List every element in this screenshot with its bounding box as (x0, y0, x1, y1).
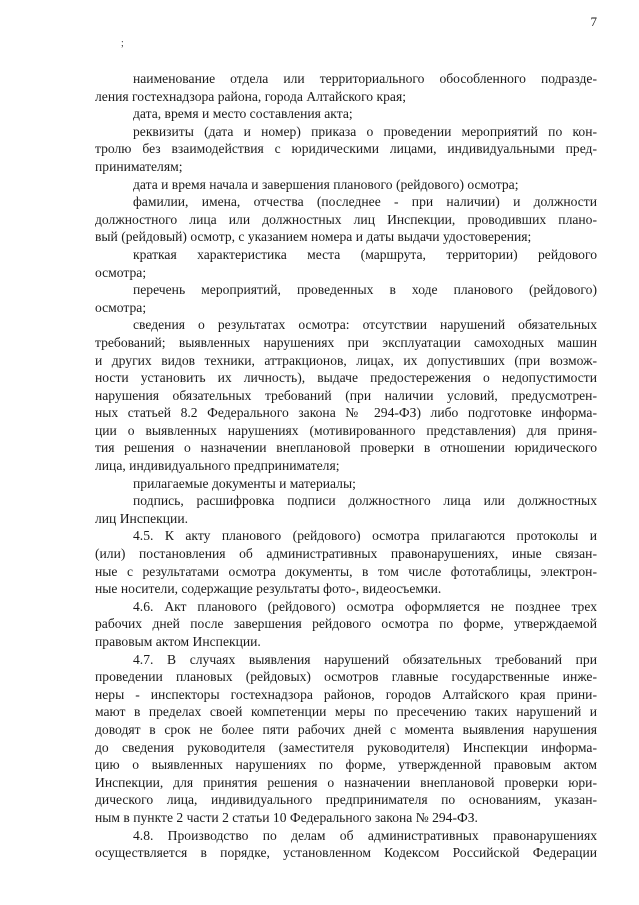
text-line: перечень мероприятий, проведенных в ходе планового (рейдового) (133, 282, 597, 298)
text-line: ные носители, содержащие результаты фото-, видеосъемки. (95, 581, 442, 597)
text-line: лица, индивидуального предпринимателя; (95, 458, 340, 474)
text-line: ции о выявленных нарушениях (мотивированного представления) для приня- (95, 422, 597, 438)
text-line: ных статьей 8.2 Федерального закона № 294-ФЗ) либо подготовке информа- (95, 405, 597, 421)
text-line: правовым актом Инспекции. (95, 634, 261, 649)
text-line: рабочих дней после завершения рейдового осмотра по форме, утверждаемой (95, 616, 597, 632)
text-line: осуществляется в порядке, установленном Кодексом Российской Федерации (95, 845, 597, 861)
text-line: должностного лица или должностных лиц Инспекции, проводивших плано- (95, 211, 597, 227)
text-line: мают в пределах своей компетенции меры по пресечению таких нарушений и (95, 704, 597, 720)
text-line: 4.6. Акт планового (рейдового) осмотра оформляется не позднее трех (133, 598, 597, 614)
text-line: прилагаемые документы и материалы; (133, 475, 356, 491)
text-line: вый (рейдовый) осмотр, с указанием номера и даты выдачи удостоверения; (95, 229, 532, 245)
text-line: краткая характеристика места (маршрута, территории) рейдового (133, 246, 597, 262)
text-line: осмотра; (95, 264, 147, 280)
text-line: и других видов техники, аттракционов, лицах, их допустивших (при возмож- (95, 352, 597, 368)
text-line: принимателям; (95, 158, 183, 174)
text-line: требований; выявленных нарушениях при эксплуатации самоходных машин (95, 334, 597, 350)
text-line: ности установить их личность), выдаче предостережения о недопустимости (95, 370, 597, 386)
text-line: осмотра; (95, 299, 147, 315)
margin-mark: ; (121, 38, 124, 49)
text-line: фамилии, имена, отчества (последнее - при наличии) и должности (133, 194, 597, 210)
text-line: 4.5. К акту планового (рейдового) осмотра прилагаются протоколы и (133, 528, 597, 544)
text-line: (или) постановления об административных правонарушениях, иные связан- (95, 546, 597, 562)
text-line: дического лица, индивидуального предпринимателя по основаниям, указан- (95, 792, 597, 808)
text-line: 4.7. В случаях выявления нарушений обязательных требований при (133, 651, 597, 667)
text-line: тия решения о назначении внеплановой проверки в отношении юридического (95, 440, 597, 456)
text-line: ления гостехнадзора района, города Алтайского края; (95, 88, 406, 104)
text-line: дата и время начала и завершения планового (рейдового) осмотра; (133, 176, 519, 192)
text-line: нарушения обязательных требований (при наличии условий, предусмотрен- (95, 387, 597, 403)
text-line: дата, время и место составления акта; (133, 106, 353, 122)
text-line: доводят в срок не более пяти рабочих дней с момента выявления нарушения (95, 721, 597, 737)
text-line: Инспекции, для принятия решения о назначении внеплановой проверки юри- (95, 774, 597, 790)
text-line: неры - инспекторы гостехнадзора районов, городов Алтайского края прини- (95, 686, 597, 702)
text-line: наименование отдела или территориального обособленного подразде- (133, 71, 597, 86)
text-line: лиц Инспекции. (95, 510, 188, 526)
text-line: ные с результатами осмотра документы, в том числе фототаблицы, электрон- (95, 563, 597, 579)
text-line: до сведения руководителя (заместителя руководителя) Инспекции информа- (95, 739, 597, 755)
text-line: тролю без взаимодействия с юридическими лицами, индивидуальными пред- (95, 141, 597, 157)
text-line: проведении плановых (рейдовых) осмотров главные государственные инже- (95, 669, 597, 685)
text-line: сведения о результатах осмотра: отсутствии нарушений обязательных (133, 317, 597, 333)
page-number: 7 (590, 14, 597, 29)
text-line: ным в пункте 2 части 2 статьи 10 Федерального закона № 294-ФЗ. (95, 809, 478, 825)
text-line: реквизиты (дата и номер) приказа о проведении мероприятий по кон- (133, 123, 597, 139)
text-line: подпись, расшифровка подписи должностного лица или должностных (133, 493, 597, 509)
text-line: цию о выявленных нарушениях по форме, утвержденной правовым актом (95, 757, 597, 773)
text-line: 4.8. Производство по делам об административных правонарушениях (133, 827, 597, 843)
document-body (95, 70, 597, 862)
